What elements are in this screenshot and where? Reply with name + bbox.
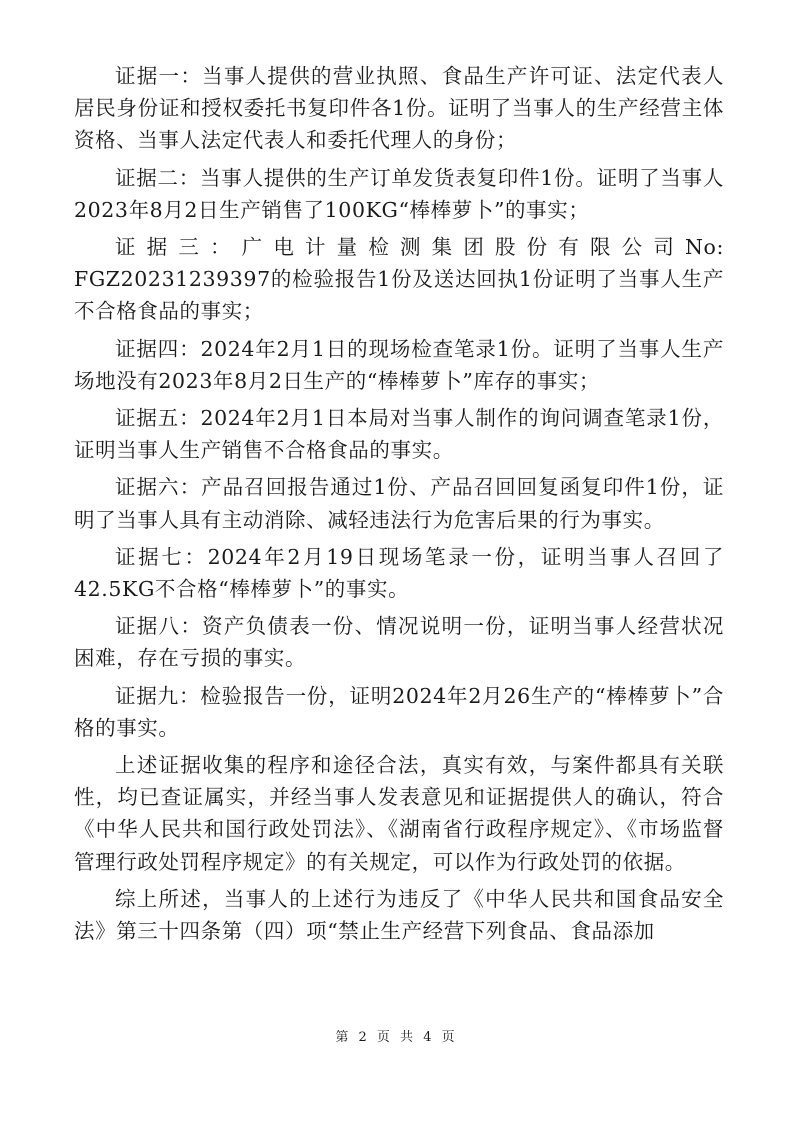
page-number-footer: 第 2 页 共 4 页 xyxy=(335,1030,458,1045)
paragraph-evidence-7: 证据七：2024年2月19日现场笔录一份，证明当事人召回了42.5KG不合格“棒棒萝卜”的事实。 xyxy=(74,544,724,602)
document-body xyxy=(74,60,724,947)
paragraph-conclusion: 综上所述，当事人的上述行为违反了《中华人民共和国食品安全法》第三十四条第（四）项“禁止生产经营下列食品、食品添加 xyxy=(74,886,724,944)
paragraph-evidence-4: 证据四：2024年2月1日的现场检查笔录1份。证明了当事人生产场地没有2023年8月2日生产的“棒棒萝卜”库存的事实； xyxy=(74,336,724,393)
paragraph-evidence-5: 证据五：2024年2月1日本局对当事人制作的询问调查笔录1份，证明当事人生产销售不合格食品的事实。 xyxy=(74,406,724,463)
paragraph-evidence-3: 证据三：广电计量检测集团股份有限公司No: FGZ20231239397的检验报告1份及送达回执1份证明了当事人生产不合格食品的事实； xyxy=(74,235,724,324)
paragraph-evidence-1: 证据一：当事人提供的营业执照、食品生产许可证、法定代表人居民身份证和授权委托书复印件各1份。证明了当事人的生产经营主体资格、当事人法定代表人和委托代理人的身份； xyxy=(74,64,724,153)
paragraph-evidence-summary: 上述证据收集的程序和途径合法，真实有效，与案件都具有关联性，均已查证属实，并经当事人发表意见和证据提供人的确认，符合《中华人民共和国行政处罚法》、《湖南省行政程序规定》、《市场监督管理行政处罚程序规定》的有关规定，可以作为行政处罚的依据。 xyxy=(74,753,724,874)
paragraph-evidence-9: 证据九：检验报告一份，证明2024年2月26生产的“棒棒萝卜”合格的事实。 xyxy=(74,683,724,740)
paragraph-evidence-2: 证据二：当事人提供的生产订单发货表复印件1份。证明了当事人2023年8月2日生产销售了100KG“棒棒萝卜”的事实； xyxy=(74,165,724,222)
paragraph-evidence-6: 证据六：产品召回报告通过1份、产品召回回复函复印件1份，证明了当事人具有主动消除、减轻违法行为危害后果的行为事实。 xyxy=(74,475,724,532)
paragraph-evidence-8: 证据八：资产负债表一份、情况说明一份，证明当事人经营状况困难，存在亏损的事实。 xyxy=(74,614,724,671)
